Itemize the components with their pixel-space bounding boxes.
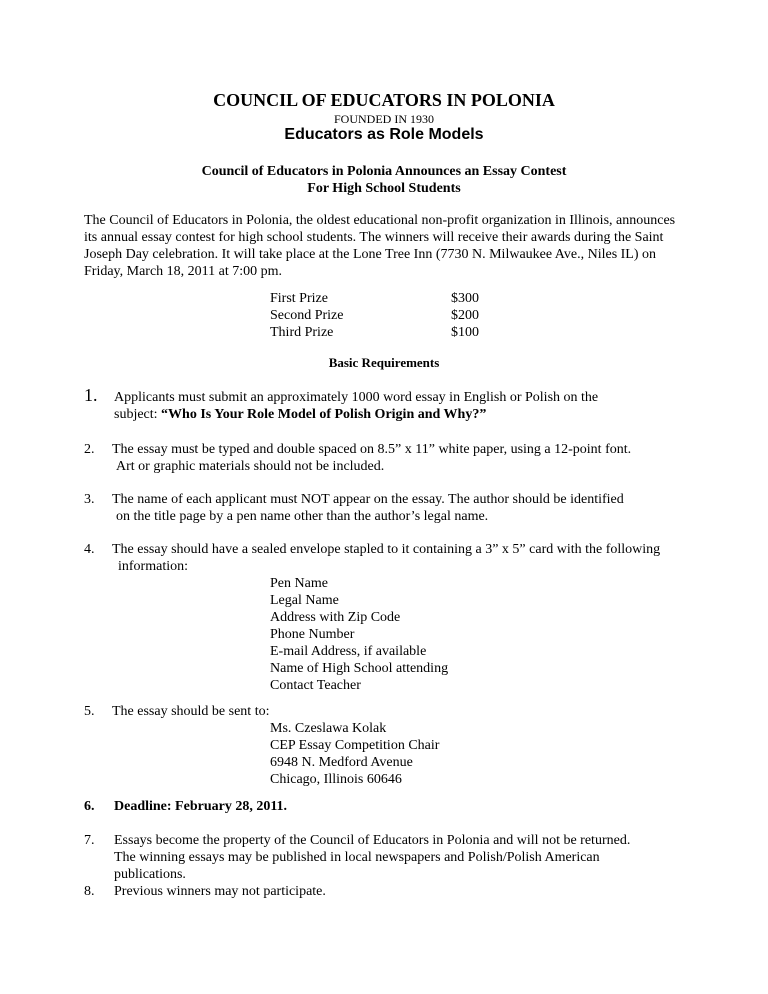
card-info-item: Legal Name: [270, 593, 339, 608]
prize-labels: [270, 290, 343, 341]
card-info-item: Address with Zip Code: [270, 610, 401, 625]
requirements-heading: Basic Requirements: [328, 355, 440, 370]
requirement-text: The essay should have a sealed envelope stapled to it containing a 3” x 5” card with the following: [112, 542, 661, 557]
item-number: 3.: [84, 492, 95, 507]
prize-label: Second Prize: [270, 308, 344, 323]
card-info-item: E-mail Address, if available: [270, 644, 427, 659]
requirement-text: The winning essays may be published in local newspapers and Polish/Polish American: [114, 850, 600, 865]
announcement-line-2: For High School Students: [307, 181, 461, 196]
intro-paragraph: [84, 212, 675, 280]
card-info-item: Pen Name: [270, 576, 328, 591]
subject-prefix: subject:: [114, 407, 162, 422]
card-info-list: [270, 575, 448, 694]
address-line: 6948 N. Medford Avenue: [270, 755, 413, 770]
requirement-text: [114, 406, 598, 423]
requirement-text: The name of each applicant must NOT appear on the essay. The author should be identified: [112, 492, 624, 507]
prize-amounts: [451, 290, 479, 341]
requirement-4: [112, 541, 660, 575]
intro-line: its annual essay contest for high school students. The winners will receive their awards during the Saint: [84, 230, 664, 245]
address-line: Ms. Czeslawa Kolak: [270, 721, 387, 736]
requirement-2: [112, 441, 631, 475]
prize-label: First Prize: [270, 291, 328, 306]
address-line: CEP Essay Competition Chair: [270, 738, 440, 753]
prize-amount: $200: [451, 308, 479, 323]
card-info-item: Phone Number: [270, 627, 355, 642]
item-number: 5.: [84, 704, 95, 719]
prize-amount: $300: [451, 291, 479, 306]
requirement-text: information:: [118, 559, 188, 574]
requirement-text: Art or graphic materials should not be included.: [116, 459, 385, 474]
essay-topic: “Who Is Your Role Model of Polish Origin and Why?”: [161, 407, 487, 422]
mailing-address: [270, 720, 439, 788]
intro-line: The Council of Educators in Polonia, the oldest educational non-profit organization in Illinois, announces: [84, 213, 676, 228]
requirement-text: Essays become the property of the Council of Educators in Polonia and will not be returned.: [114, 833, 631, 848]
intro-line: Joseph Day celebration. It will take place at the Lone Tree Inn (7730 N. Milwaukee Ave., Niles IL) on: [84, 247, 657, 262]
prize-amount: $100: [451, 325, 479, 340]
motto: Educators as Role Models: [284, 126, 484, 143]
requirement-3: [112, 491, 624, 525]
prize-label: Third Prize: [270, 325, 334, 340]
requirement-text: on the title page by a pen name other than the author’s legal name.: [116, 509, 489, 524]
card-info-item: Name of High School attending: [270, 661, 449, 676]
requirement-7: [114, 832, 630, 883]
item-number: 6.: [84, 799, 95, 814]
intro-line: Friday, March 18, 2011 at 7:00 pm.: [84, 264, 283, 279]
announcement-line-1: Council of Educators in Polonia Announces an Essay Contest: [201, 164, 567, 179]
card-info-item: Contact Teacher: [270, 678, 361, 693]
item-number: 2.: [84, 442, 95, 457]
requirement-1: [114, 389, 598, 423]
item-number: 4.: [84, 542, 95, 557]
organization-title: COUNCIL OF EDUCATORS IN POLONIA: [213, 90, 555, 110]
item-number: 8.: [84, 884, 95, 899]
deadline: Deadline: February 28, 2011.: [114, 799, 288, 814]
requirement-text: Applicants must submit an approximately 1000 word essay in English or Polish on the: [114, 390, 599, 405]
address-line: Chicago, Illinois 60646: [270, 772, 402, 787]
requirement-5: The essay should be sent to:: [112, 704, 270, 719]
item-number: 7.: [84, 833, 95, 848]
founded-line: FOUNDED IN 1930: [334, 112, 434, 126]
requirement-8: Previous winners may not participate.: [114, 884, 326, 899]
requirement-text: publications.: [114, 867, 186, 882]
item-number: 1.: [84, 385, 98, 405]
requirement-text: The essay must be typed and double spaced on 8.5” x 11” white paper, using a 12-point font.: [112, 442, 632, 457]
